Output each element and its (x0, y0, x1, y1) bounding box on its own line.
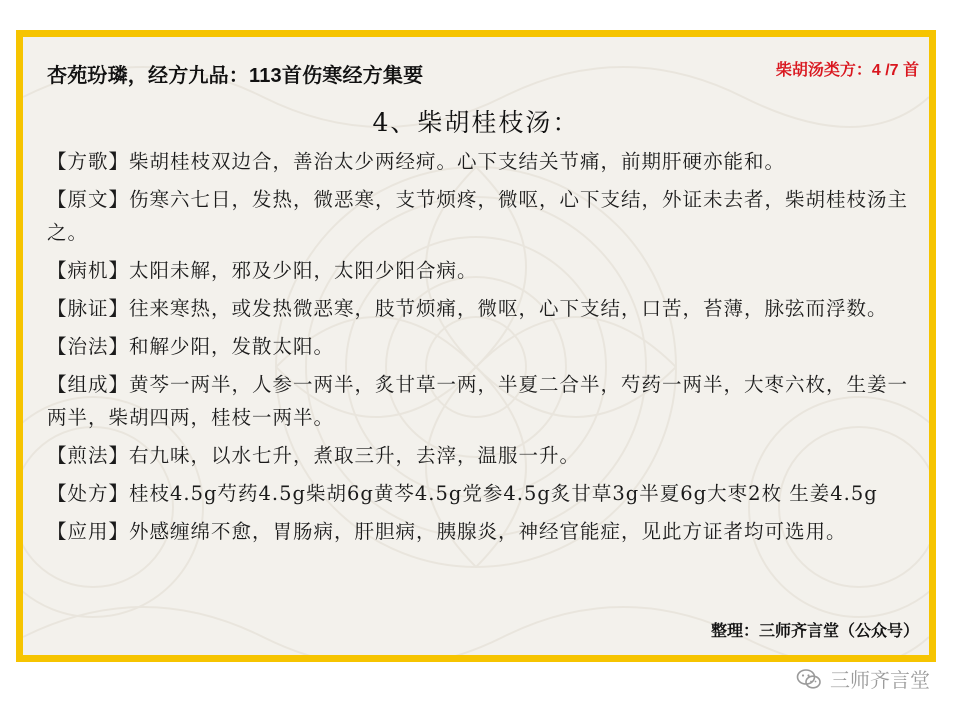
section-yuanwen (47, 183, 927, 249)
section-jianfa (47, 439, 927, 472)
wechat-watermark (796, 664, 930, 693)
section-tag: 【原文】 (47, 188, 130, 211)
section-fangge (47, 145, 927, 178)
section-bingji (47, 254, 927, 287)
section-zucheng (47, 368, 927, 434)
section-maizheng (47, 292, 927, 325)
section-text: 柴胡桂枝双边合，善治太少两经疴。心下支结关节痛，前期肝硬亦能和。 (129, 150, 786, 173)
wechat-icon (796, 668, 822, 690)
section-tag: 【治法】 (47, 335, 130, 358)
section-tag: 【处方】 (47, 482, 130, 505)
section-text: 黄芩一两半，人参一两半，炙甘草一两，半夏二合半，芍药一两半，大枣六枚，生姜一两半，柴胡四两，桂枝一两半。 (47, 373, 909, 429)
formula-content (47, 145, 927, 553)
section-text: 太阳未解，邪及少阳，太阳少阳合病。 (129, 259, 478, 282)
section-tag: 【应用】 (47, 520, 130, 543)
section-text: 和解少阳，发散太阳。 (129, 335, 335, 358)
section-yingyong (47, 515, 927, 548)
watermark-text: 三师齐言堂 (830, 668, 930, 692)
header-title: 杏苑玢璘，经方九品：113首伤寒经方集要 (47, 65, 424, 87)
section-text: 桂枝4.5g芍药4.5g柴胡6g黄芩4.5g党参4.5g炙甘草3g半夏6g大枣2枚 生姜4.5g (129, 482, 878, 505)
section-text: 往来寒热，或发热微恶寒，肢节烦痛，微呕，心下支结，口苦，苔薄，脉弦而浮数。 (129, 297, 888, 320)
slide-frame (16, 30, 936, 662)
series-progress-tag: 柴胡汤类方：4 /7 首 (775, 62, 919, 79)
footer-credit: 整理：三师齐言堂（公众号） (710, 623, 919, 640)
section-zhifa (47, 330, 927, 363)
section-chufang (47, 477, 927, 510)
section-text: 外感缠绵不愈，胃肠病，肝胆病，胰腺炎，神经官能症，见此方证者均可选用。 (129, 520, 847, 543)
section-tag: 【病机】 (47, 259, 130, 282)
section-tag: 【方歌】 (47, 150, 130, 173)
section-text: 右九味，以水七升，煮取三升，去滓，温服一升。 (129, 444, 581, 467)
section-text: 伤寒六七日，发热，微恶寒，支节烦疼，微呕，心下支结，外证未去者，柴胡桂枝汤主之。 (47, 188, 909, 244)
formula-title: 4、柴胡桂枝汤： (372, 108, 580, 137)
section-tag: 【组成】 (47, 373, 130, 396)
section-tag: 【煎法】 (47, 444, 130, 467)
section-tag: 【脉证】 (47, 297, 130, 320)
